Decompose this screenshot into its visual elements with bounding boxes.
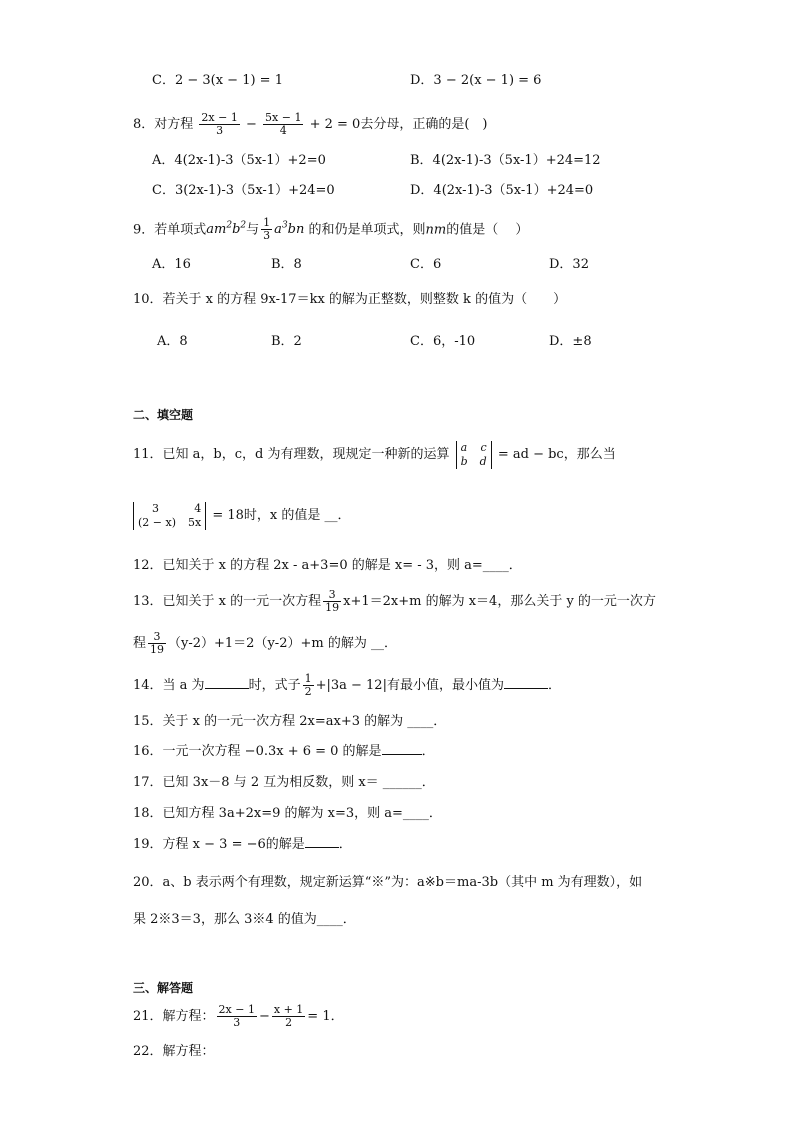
q7-option-c: C．2 − 3(x − 1) = 1: [152, 73, 283, 88]
question-16: [133, 742, 435, 762]
question-17: 17．已知 3x－8 与 2 互为相反数，则 x＝ ______．: [133, 775, 435, 790]
q9-option-a: A．16: [152, 257, 191, 272]
q8-f2-num: 5x − 1: [265, 111, 302, 124]
q9-term2: a: [274, 222, 282, 238]
q14-end: ．: [547, 678, 561, 693]
q21-fraction-2: [272, 1004, 305, 1029]
q8-option-b: B．4(2x-1)-3（5x-1）+24=12: [410, 153, 601, 168]
section-fill-in: 二、填空题: [133, 408, 194, 422]
question-10: 10．若关于 x 的方程 9x-17＝kx 的解为正整数，则整数 k 的值为（ ）: [133, 292, 567, 307]
q10-option-c: C．6，-10: [410, 334, 476, 349]
q8-option-c: C．3(2x-1)-3（5x-1）+24=0: [152, 183, 335, 198]
q13-fraction-2: [148, 631, 166, 656]
q8-f1-num: 2x − 1: [201, 111, 238, 124]
q9-option-d: D．32: [549, 257, 589, 272]
q9-fraction: [261, 217, 272, 242]
q13-prefix: 13．已知关于 x 的一元一次方程: [133, 594, 322, 609]
q9-sup1: 2: [226, 221, 233, 231]
q13-f2-den: 19: [150, 643, 165, 656]
q11-det-a: a: [460, 440, 468, 454]
question-11-line-2: [133, 498, 351, 534]
q14-tail: 有最小值，最小值为: [386, 678, 504, 693]
q21-prefix: 21．解方程：: [133, 1009, 215, 1024]
q14-blank-2[interactable]: [504, 676, 548, 689]
q14-mid: 时，式子: [248, 678, 301, 693]
q9-option-c: C．6: [410, 257, 442, 272]
q21-tail: = 1．: [307, 1009, 344, 1024]
q7-option-d: D．3 − 2(x − 1) = 6: [410, 73, 542, 88]
q8-option-d: D．4(2x-1)-3（5x-1）+24=0: [410, 183, 594, 198]
q8-prefix: 8．对方程: [133, 117, 194, 132]
q9-term2b: bn: [287, 222, 305, 238]
q9-term1: am: [206, 222, 227, 238]
question-21: [133, 1002, 344, 1032]
q8-f1-den: 3: [216, 124, 224, 137]
q9-sup2: 3: [281, 221, 288, 231]
q13-f2-num: 3: [148, 631, 166, 644]
q13-tail: x+1＝2x+m 的解为 x＝4，那么关于 y 的一元一次方: [343, 594, 656, 609]
q9-f-num: 1: [263, 216, 271, 230]
q16-end: ．: [421, 744, 435, 759]
q10-option-d: D．±8: [549, 334, 592, 349]
q13-line2-tail: （y-2）+1＝2（y-2）+m 的解为 __．: [168, 636, 397, 651]
q11-det2-bl: (2 − x): [138, 515, 176, 529]
q8-minus: −: [245, 117, 257, 132]
q9-tail2: 的值是（ ）: [446, 222, 529, 238]
question-19: [133, 835, 352, 855]
q21-f1-den: 3: [233, 1016, 241, 1029]
q10-option-b: B．2: [271, 334, 302, 349]
q8-fraction-2: [263, 112, 303, 137]
q19-end: ．: [338, 837, 352, 852]
q9-nm: nm: [425, 222, 447, 238]
q14-abs: +|3a − 12|: [315, 678, 387, 693]
q21-minus: −: [258, 1009, 270, 1024]
q9-f-den: 3: [263, 229, 271, 243]
q14-blank-1[interactable]: [205, 676, 249, 689]
q13-f-num: 3: [323, 589, 341, 602]
q11-det-b: b: [460, 454, 468, 468]
q16-blank[interactable]: [382, 742, 422, 755]
q8-f2-den: 4: [279, 124, 287, 137]
question-13-line-2: [133, 630, 397, 658]
q9-option-b: B．8: [271, 257, 302, 272]
q21-f2-den: 2: [285, 1016, 293, 1029]
q9-term1b: b: [232, 222, 241, 238]
question-8: [133, 112, 487, 137]
question-15: 15．关于 x 的一元一次方程 2x=ax+3 的解为 ____．: [133, 714, 447, 729]
q11-determinant-2: [133, 502, 206, 530]
q11-determinant: [456, 441, 492, 469]
question-9: [133, 216, 528, 242]
q8-tail: + 2 = 0去分母，正确的是( ): [309, 117, 488, 132]
q9-mid: 与: [246, 222, 260, 238]
q9-sup1b: 2: [240, 221, 247, 231]
q19-prefix: 19．方程 x − 3 = −6的解是: [133, 837, 305, 852]
question-13-line-1: [133, 588, 656, 616]
question-20-line-2: 果 2※3＝3，那么 3※4 的值为____．: [133, 912, 356, 927]
q14-fraction: [303, 673, 314, 698]
q10-option-a: A．8: [157, 334, 188, 349]
q13-f-den: 19: [325, 601, 340, 614]
question-18: 18．已知方程 3a+2x=9 的解为 x=3，则 a=____．: [133, 806, 442, 821]
q11-prefix: 11．已知 a，b，c，d 为有理数，现规定一种新的运算: [133, 447, 450, 462]
question-11-line-1: [133, 438, 616, 472]
q14-f-den: 2: [304, 685, 312, 698]
q13-fraction: [323, 589, 341, 614]
q11-det2-tl: 3: [152, 501, 159, 515]
q21-fraction-1: [217, 1004, 257, 1029]
question-22: 22．解方程：: [133, 1044, 215, 1059]
q8-option-a: A．4(2x-1)-3（5x-1）+2=0: [152, 153, 326, 168]
q16-prefix: 16．一元一次方程 −0.3x + 6 = 0 的解是: [133, 744, 382, 759]
q11-det-d: d: [479, 454, 487, 468]
q11-det2-tr: 4: [194, 501, 202, 515]
q11-line2-tail: = 18时，x 的值是 __．: [212, 508, 351, 523]
q11-tail: = ad − bc，那么当: [497, 447, 616, 462]
question-20-line-1: 20．a、b 表示两个有理数，规定新运算“※”为：a※b＝ma-3b（其中 m 为有理数），如: [133, 875, 643, 890]
question-12: 12．已知关于 x 的方程 2x - a+3=0 的解是 x= - 3，则 a=____．: [133, 558, 522, 573]
q19-blank[interactable]: [305, 835, 339, 848]
q11-det2-br: 5x: [188, 515, 202, 529]
q9-prefix: 9．若单项式: [133, 222, 207, 238]
q21-f2-num: x + 1: [273, 1003, 304, 1016]
q11-det-c: c: [480, 440, 487, 454]
question-14: [133, 672, 561, 700]
q14-prefix: 14．当 a 为: [133, 678, 205, 693]
q14-f-num: 1: [304, 672, 312, 685]
q21-f1-num: 2x − 1: [218, 1003, 255, 1016]
section-solve: 三、解答题: [133, 981, 194, 995]
q13-line2-prefix: 程: [133, 636, 147, 651]
q8-fraction-1: [199, 112, 239, 137]
q9-tail: 的和仍是单项式，则: [308, 222, 426, 238]
